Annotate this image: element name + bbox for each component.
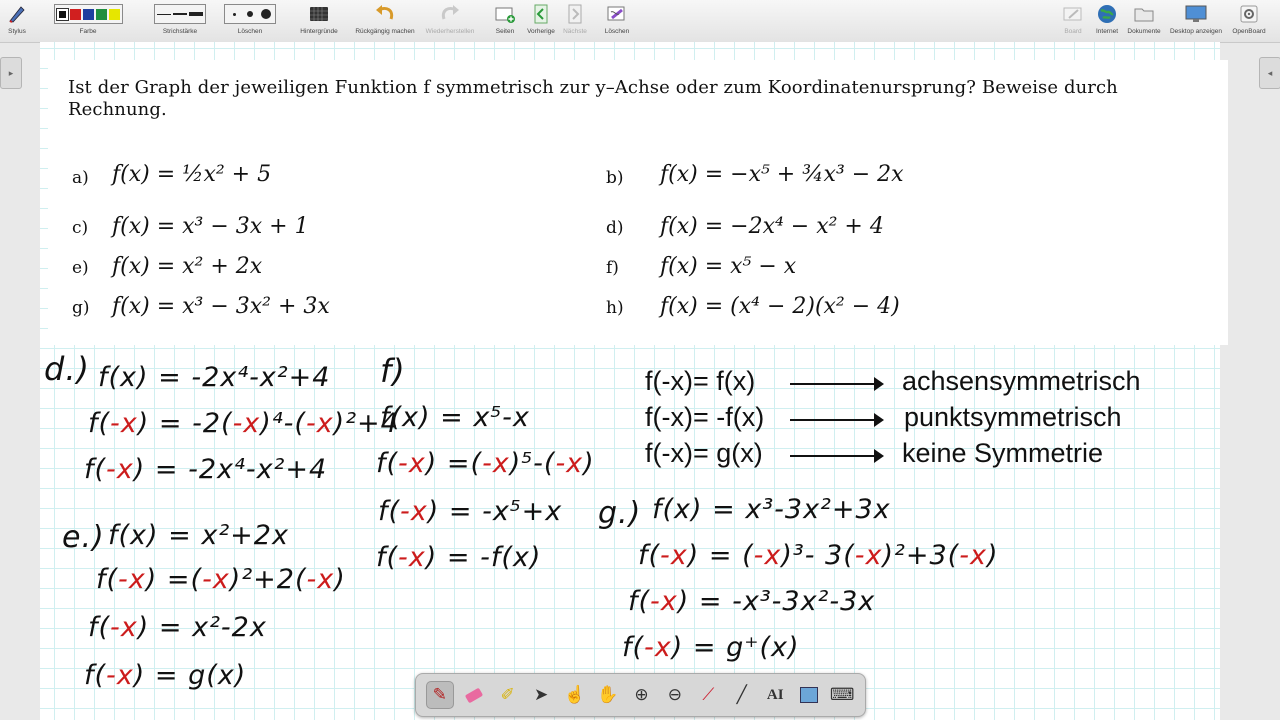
- eraser-size-label: Löschen: [237, 28, 263, 35]
- problem-h-label: h): [606, 298, 624, 318]
- clear-page-button[interactable]: [602, 2, 632, 40]
- hw-f-line2: f(-x) =(-x)⁵-(-x): [376, 448, 595, 479]
- stroke-group: [150, 2, 210, 40]
- hw-f-label: f): [380, 352, 406, 390]
- keyboard-tool[interactable]: [829, 682, 855, 708]
- next-page-button[interactable]: [561, 2, 589, 40]
- folder-icon: [1133, 2, 1155, 26]
- backgrounds-label: Hintergründe: [300, 28, 338, 35]
- backgrounds-button[interactable]: [296, 2, 342, 40]
- hand-icon: ✋: [597, 685, 619, 704]
- color-swatch-green[interactable]: [96, 9, 107, 20]
- hw-f-line1: f(x) = x⁵-x: [380, 402, 530, 433]
- rule-2-lhs: f(-x)= -f(x): [645, 402, 765, 432]
- zoom-out-icon: ⊖: [667, 685, 683, 704]
- pipette-icon: ⟋: [702, 685, 715, 704]
- highlighter-icon: ✐: [500, 685, 515, 704]
- gear-icon: [1238, 2, 1260, 26]
- previous-page-icon: [532, 2, 550, 26]
- color-group: [38, 2, 138, 40]
- undo-label: Rückgängig machen: [355, 28, 415, 35]
- arrow-right-icon: [790, 383, 882, 385]
- problem-a-label: a): [72, 168, 89, 188]
- task-text: Ist der Graph der jeweiligen Funktion f symmetrisch zur y–Achse oder zum Koordinatenursprung? Beweise durch Rechnung.: [68, 77, 1118, 120]
- add-page-icon: [494, 2, 516, 26]
- rule-1-lhs: f(-x)= f(x): [645, 366, 756, 396]
- arrow-right-icon: [790, 455, 882, 457]
- problem-f-formula: f(x) = x⁵ − x: [660, 254, 797, 279]
- problem-b-formula: f(x) = −x⁵ + ¾x³ − 2x: [660, 162, 904, 187]
- zoom-in-tool[interactable]: [628, 682, 654, 708]
- hw-d-line1: f(x) = -2x⁴-x²+4: [98, 362, 331, 393]
- problem-d-label: d): [606, 218, 624, 238]
- expand-left-icon: ◂: [1267, 67, 1273, 78]
- pointer-tool[interactable]: [528, 682, 554, 708]
- stroke-thick[interactable]: [189, 12, 203, 16]
- line-icon: ╱: [736, 685, 747, 704]
- clear-page-label: Löschen: [604, 28, 630, 35]
- capture-tool[interactable]: [796, 682, 822, 708]
- hw-e-line1: f(x) = x²+2x: [108, 520, 289, 551]
- stroke-label: Strichstärke: [162, 28, 198, 35]
- hw-e-line3: f(-x) = x²-2x: [88, 612, 267, 643]
- problem-f-label: f): [606, 258, 619, 278]
- problem-e-formula: f(x) = x² + 2x: [112, 254, 263, 279]
- eraser-small[interactable]: [227, 13, 241, 16]
- board-icon: [1062, 2, 1084, 26]
- hw-d-line2: f(-x) = -2(-x)⁴-(-x)²+4: [88, 408, 399, 439]
- internet-button[interactable]: [1093, 2, 1121, 40]
- problem-c-formula: f(x) = x³ − 3x + 1: [112, 214, 309, 239]
- expand-right-icon: ▸: [8, 67, 14, 78]
- hw-g-line4: f(-x) = g⁺(x): [622, 632, 800, 663]
- hw-d-label: d.): [44, 350, 90, 388]
- rule-2-result: punktsymmetrisch: [904, 402, 1122, 432]
- stylus-label: Stylus: [8, 28, 26, 35]
- stroke-medium[interactable]: [173, 13, 187, 15]
- rule-3-result: keine Symmetrie: [902, 438, 1104, 468]
- show-desktop-label: Desktop anzeigen: [1169, 28, 1223, 35]
- hw-g-label: g.): [598, 496, 642, 531]
- globe-icon: [1096, 2, 1118, 26]
- eraser-size-options: [224, 4, 276, 24]
- documents-button[interactable]: [1126, 2, 1162, 40]
- top-toolbar: [0, 0, 1280, 43]
- stylus-button[interactable]: [4, 2, 30, 40]
- hw-g-line3: f(-x) = -x³-3x²-3x: [628, 586, 876, 617]
- problem-h-formula: f(x) = (x⁴ − 2)(x² − 4): [660, 294, 900, 319]
- redo-button[interactable]: [422, 2, 478, 40]
- eraser-size-group: [220, 2, 280, 40]
- hw-g-line2: f(-x) = (-x)³- 3(-x)²+3(-x): [638, 540, 999, 571]
- color-label: Farbe: [79, 28, 97, 35]
- stylus-icon: [7, 2, 27, 26]
- previous-page-label: Vorherige: [527, 28, 555, 35]
- drawing-toolbar: [415, 673, 866, 717]
- documents-label: Dokumente: [1127, 28, 1161, 35]
- zoom-out-tool[interactable]: [662, 682, 688, 708]
- color-swatch-yellow[interactable]: [109, 9, 120, 20]
- hw-e-label: e.): [62, 520, 105, 555]
- text-icon: AI: [766, 686, 784, 703]
- pipette-tool[interactable]: [695, 682, 721, 708]
- hw-f-line4: f(-x) = -f(x): [376, 542, 542, 573]
- line-tool[interactable]: [729, 682, 755, 708]
- color-swatch-blue[interactable]: [83, 9, 94, 20]
- text-tool[interactable]: [762, 682, 788, 708]
- eraser-medium[interactable]: [243, 11, 257, 17]
- grid-background-icon: [309, 2, 329, 26]
- show-desktop-button[interactable]: [1167, 2, 1225, 40]
- rule-1-result: achsensymmetrisch: [902, 366, 1141, 396]
- keyboard-icon: ⌨: [829, 685, 855, 704]
- hand-tool[interactable]: [595, 682, 621, 708]
- eraser-icon: [465, 687, 483, 703]
- problem-c-label: c): [72, 218, 89, 238]
- zoom-in-icon: ⊕: [634, 685, 649, 704]
- pages-button[interactable]: [492, 2, 518, 40]
- eraser-tool[interactable]: [461, 682, 487, 708]
- rule-3-lhs: f(-x)= g(x): [645, 438, 763, 468]
- stroke-width-options: [154, 4, 206, 24]
- pointer-icon: ➤: [533, 685, 549, 704]
- undo-icon: [374, 2, 396, 26]
- color-swatch-red[interactable]: [70, 9, 81, 20]
- problem-a-formula: f(x) = ½x² + 5: [112, 162, 272, 187]
- pages-label: Seiten: [495, 28, 515, 35]
- openboard-button[interactable]: [1230, 2, 1268, 40]
- problem-b-label: b): [606, 168, 624, 188]
- pen-tool[interactable]: [426, 681, 454, 709]
- highlighter-tool[interactable]: [495, 682, 521, 708]
- next-page-label: Nächste: [563, 28, 587, 35]
- pen-icon: ✎: [432, 685, 447, 704]
- internet-label: Internet: [1095, 28, 1119, 35]
- hw-e-line2: f(-x) =(-x)²+2(-x): [96, 564, 346, 595]
- redo-icon: [439, 2, 461, 26]
- problem-g-label: g): [72, 298, 90, 318]
- redo-label: Wiederherstellen: [425, 28, 475, 35]
- laser-icon: ☝: [563, 685, 586, 704]
- right-panel-toggle[interactable]: [1259, 57, 1280, 89]
- stroke-thin[interactable]: [157, 14, 171, 15]
- capture-icon: [800, 687, 818, 703]
- problem-g-formula: f(x) = x³ − 3x² + 3x: [112, 294, 330, 319]
- problem-e-label: e): [72, 258, 89, 278]
- hw-d-line3: f(-x) = -2x⁴-x²+4: [84, 454, 328, 485]
- eraser-large[interactable]: [259, 9, 273, 19]
- board-label: Board: [1064, 28, 1082, 35]
- arrow-right-icon: [790, 419, 882, 421]
- laser-tool[interactable]: [562, 682, 588, 708]
- left-panel-toggle[interactable]: [0, 57, 22, 89]
- board-button[interactable]: [1060, 2, 1086, 40]
- problem-d-formula: f(x) = −2x⁴ − x² + 4: [660, 214, 884, 239]
- clear-page-icon: [606, 2, 628, 26]
- monitor-icon: [1184, 2, 1208, 26]
- color-swatch-black[interactable]: [57, 9, 68, 20]
- hw-f-line3: f(-x) = -x⁵+x: [378, 496, 563, 527]
- undo-button[interactable]: [352, 2, 418, 40]
- previous-page-button[interactable]: [523, 2, 559, 40]
- hw-g-line1: f(x) = x³-3x²+3x: [652, 494, 891, 525]
- hw-e-line4: f(-x) = g(x): [84, 660, 247, 691]
- openboard-label: OpenBoard: [1232, 28, 1266, 35]
- color-swatches: [54, 4, 123, 24]
- next-page-icon: [566, 2, 584, 26]
